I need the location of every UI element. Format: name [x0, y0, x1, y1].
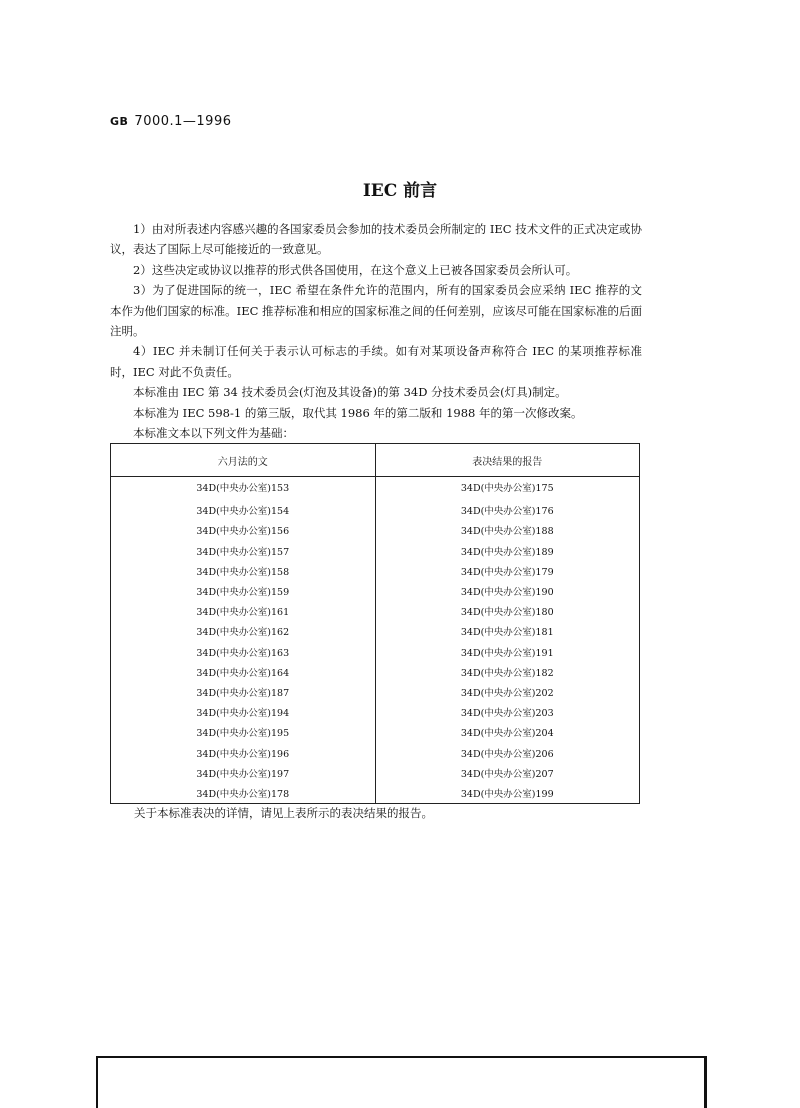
- draft-document-cell: 34D(中央办公室)159: [111, 581, 376, 601]
- table-header-row: [111, 444, 640, 477]
- draft-document-cell: 34D(中央办公室)157: [111, 541, 376, 561]
- paragraph-6: 本标准为 IEC 598-1 的第三版，取代其 1986 年的第二版和 1988 年的第一次修改案。: [133, 405, 583, 420]
- column-header-draft: 六月法的文: [111, 444, 376, 477]
- draft-document-cell: 34D(中央办公室)178: [111, 783, 376, 804]
- table-row: [111, 682, 640, 702]
- draft-document-cell: 34D(中央办公室)164: [111, 662, 376, 682]
- voting-report-cell: 34D(中央办公室)179: [460, 566, 554, 578]
- draft-document-cell: 34D(中央办公室)194: [111, 702, 376, 722]
- voting-report-cell: 34D(中央办公室)202: [460, 687, 554, 699]
- paragraph-4: 4）IEC 并未制订任何关于表示认可标志的手续。如有对某项设备声称符合 IEC 的某项推荐标准时，IEC 对此不负责任。: [110, 344, 642, 379]
- table-row: [111, 601, 640, 621]
- standard-number: 7000.1—1996: [134, 114, 232, 129]
- voting-report-cell: 34D(中央办公室)190: [460, 587, 554, 599]
- table-row: [111, 561, 640, 581]
- page-title: IEC 前言: [362, 181, 438, 201]
- draft-document-cell: 34D(中央办公室)162: [111, 621, 376, 641]
- voting-report-cell: 34D(中央办公室)206: [460, 748, 554, 760]
- draft-document-cell: 34D(中央办公室)161: [111, 601, 376, 621]
- table-row: [111, 621, 640, 641]
- table-row: [111, 520, 640, 540]
- voting-report-cell: 34D(中央办公室)175: [460, 483, 554, 495]
- table-row: [111, 722, 640, 742]
- table-row: [111, 497, 640, 520]
- paragraph-2: 2）这些决定或协议以推荐的形式供各国使用，在这个意义上已被各国家委员会所认可。: [133, 262, 578, 277]
- draft-document-cell: 34D(中央办公室)197: [111, 763, 376, 783]
- standard-code: [110, 114, 232, 129]
- draft-document-cell: 34D(中央办公室)156: [111, 520, 376, 540]
- table-row: [111, 662, 640, 682]
- table-row: [111, 702, 640, 722]
- table-row: [111, 742, 640, 762]
- paragraph-3: 3）为了促进国际的统一，IEC 希望在条件允许的范围内，所有的国家委员会应采纳 IEC 推荐的文本作为他们国家的标准。IEC 推荐标准和相应的国家标准之间的任何差别，应该尽可能在国家标准的后面注明。: [110, 283, 642, 339]
- table-row: [111, 763, 640, 783]
- draft-document-cell: 34D(中央办公室)154: [111, 497, 376, 520]
- voting-report-cell: 34D(中央办公室)182: [460, 667, 554, 679]
- standard-prefix: GB: [110, 115, 129, 128]
- voting-report-cell: 34D(中央办公室)204: [460, 728, 554, 740]
- table-body: [111, 477, 640, 804]
- draft-document-cell: 34D(中央办公室)195: [111, 722, 376, 742]
- paragraph-1: 1）由对所表述内容感兴趣的各国家委员会参加的技术委员会所制定的 IEC 技术文件的正式决定或协议，表达了国际上尽可能接近的一致意见。: [110, 222, 642, 257]
- draft-document-cell: 34D(中央办公室)158: [111, 561, 376, 581]
- page-bottom-frame: [96, 1056, 707, 1108]
- paragraph-7: 本标准文本以下列文件为基础：: [133, 426, 294, 441]
- paragraph-5: 本标准由 IEC 第 34 技术委员会(灯泡及其设备)的第 34D 分技术委员会(灯具)制定。: [133, 385, 567, 400]
- voting-report-cell: 34D(中央办公室)176: [460, 506, 554, 518]
- voting-report-cell: 34D(中央办公室)180: [460, 607, 554, 619]
- table-row: [111, 477, 640, 498]
- foreword-body: [110, 219, 642, 443]
- voting-report-cell: 34D(中央办公室)181: [460, 627, 554, 639]
- voting-report-cell: 34D(中央办公室)199: [460, 788, 554, 800]
- draft-document-cell: 34D(中央办公室)163: [111, 642, 376, 662]
- table-row: [111, 581, 640, 601]
- column-header-report: 表决结果的报告: [375, 444, 640, 477]
- documents-table: [110, 443, 640, 804]
- table-note: 关于本标准表决的详情，请见上表所示的表决结果的报告。: [134, 806, 433, 820]
- voting-report-cell: 34D(中央办公室)188: [460, 526, 554, 538]
- table-row: [111, 541, 640, 561]
- draft-document-cell: 34D(中央办公室)153: [111, 477, 376, 498]
- voting-report-cell: 34D(中央办公室)189: [460, 546, 554, 558]
- table-row: [111, 642, 640, 662]
- table-row: [111, 783, 640, 804]
- draft-document-cell: 34D(中央办公室)196: [111, 742, 376, 762]
- draft-document-cell: 34D(中央办公室)187: [111, 682, 376, 702]
- voting-report-cell: 34D(中央办公室)203: [460, 708, 554, 720]
- voting-report-cell: 34D(中央办公室)207: [460, 768, 554, 780]
- voting-report-cell: 34D(中央办公室)191: [460, 647, 554, 659]
